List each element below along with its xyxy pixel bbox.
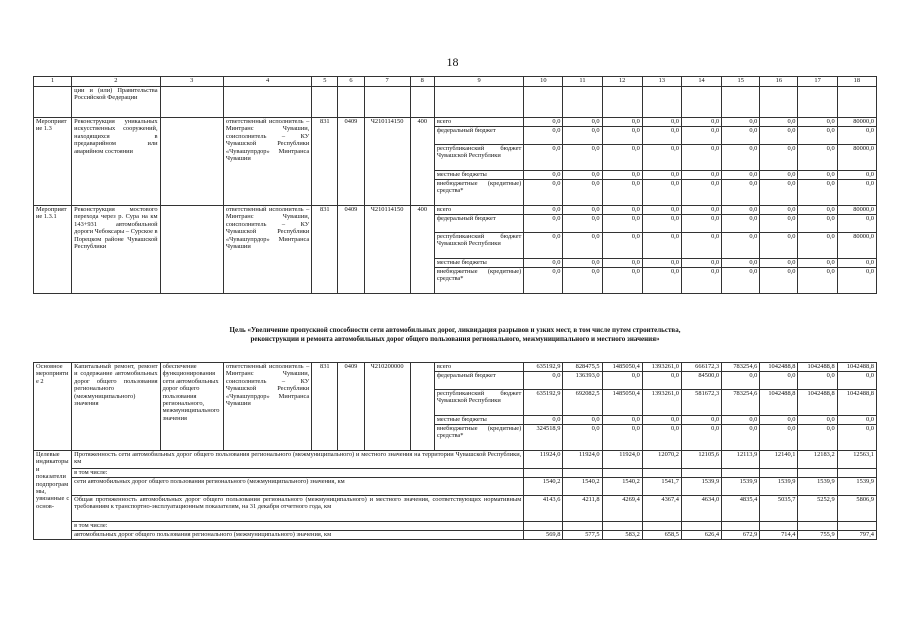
indicator-row [34,531,877,540]
amount-cell: 0,0 [798,425,837,451]
amount-cell: 324518,9 [524,425,563,451]
col-header: 1 [34,77,72,87]
amount-cell: 0,0 [722,233,760,259]
indicator-value: 658,5 [642,531,681,540]
amount-cell: 0,0 [642,180,681,206]
measure-1-3-1 [34,206,877,294]
col-header: 16 [760,77,798,87]
amount-cell: 0,0 [798,372,837,390]
amount-cell: 0,0 [760,233,798,259]
amount-cell: 0,0 [524,372,563,390]
indicator-value: 11924,0 [524,451,563,469]
funding-source: внебюджетные (кредитные) средства* [434,180,523,206]
amount-cell: 0,0 [563,233,602,259]
amount-cell: 0,0 [722,416,760,425]
indicator-value [798,469,837,478]
col-header: 18 [837,77,876,87]
page-number: 18 [446,55,459,69]
indicator-value: 4143,6 [524,496,563,522]
amount-cell: 0,0 [798,145,837,171]
amount-cell: 0,0 [642,233,681,259]
grbs-code: 831 [312,118,338,206]
indicator-value [798,522,837,531]
target-article-code: Ч210114150 [364,206,410,294]
indicator-value [760,522,798,531]
funding-source: местные бюджеты [434,416,523,425]
amount-cell: 0,0 [602,127,642,145]
amount-cell: 0,0 [642,127,681,145]
amount-cell: 0,0 [760,180,798,206]
amount-cell: 828475,5 [563,363,602,372]
amount-cell: 0,0 [602,145,642,171]
amount-cell: 635192,9 [524,363,563,372]
amount-cell: 0,0 [722,127,760,145]
amount-cell: 0,0 [642,416,681,425]
indicators [34,451,877,540]
amount-cell: 1485050,4 [602,390,642,416]
amount-cell: 0,0 [524,259,563,268]
amount-cell: 0,0 [602,372,642,390]
amount-cell: 0,0 [642,118,681,127]
amount-cell: 0,0 [602,206,642,215]
amount-cell: 0,0 [798,127,837,145]
responsible-executor: ответственный исполнитель – Минтранс Чувашии, соисполнитель – КУ Чувашской Республики «Чувашупрдор» Минтранса Чувашии [223,118,311,206]
amount-cell: 0,0 [524,127,563,145]
amount-cell: 0,0 [798,268,837,294]
indicator-value: 12105,6 [681,451,721,469]
indicator-value [524,469,563,478]
indicator-row [34,522,877,531]
amount-cell: 0,0 [798,180,837,206]
continuation-text: ции и (или) Правительства Российской Федерации [72,87,160,118]
amount-cell: 692082,5 [563,390,602,416]
amount-cell: 0,0 [722,268,760,294]
grbs-code: 831 [312,206,338,294]
funding-row [34,206,877,215]
col-header: 15 [722,77,760,87]
amount-cell: 0,0 [642,268,681,294]
indicator-name: в том числе: [72,522,524,531]
indicator-value: 11924,0 [602,451,642,469]
indicator-value: 672,9 [722,531,760,540]
col-header: 17 [798,77,837,87]
section-code: 0409 [338,206,364,294]
amount-cell: 0,0 [563,206,602,215]
target-article-code: Ч210114150 [364,118,410,206]
amount-cell: 0,0 [837,259,876,268]
col-header: 3 [160,77,223,87]
indicator-row [34,496,877,522]
indicator-value: 1539,9 [760,478,798,496]
amount-cell: 0,0 [837,416,876,425]
section-code: 0409 [338,363,364,451]
amount-cell: 0,0 [837,425,876,451]
indicator-value: 1539,9 [722,478,760,496]
indicator-name: автомобильных дорог общего пользования регионального (межмуниципального) значения, км [72,531,524,540]
amount-cell: 0,0 [681,145,721,171]
responsible-executor: ответственный исполнитель – Минтранс Чувашии, соисполнитель – КУ Чувашской Республики «Чувашупрдор» Минтранса Чувашии [223,363,311,451]
measure-description: Реконструкция уникальных искусственных сооружений, находящихся в предаварийном или аварийном состоянии [72,118,160,206]
indicator-name: в том числе: [72,469,524,478]
amount-cell: 0,0 [798,259,837,268]
funding-source: федеральный бюджет [434,215,523,233]
expense-type-code: 400 [410,206,434,294]
indicator-value: 797,4 [837,531,876,540]
amount-cell: 0,0 [563,215,602,233]
amount-cell: 0,0 [760,425,798,451]
col-header: 8 [410,77,434,87]
amount-cell: 0,0 [722,145,760,171]
indicator-value [642,469,681,478]
amount-cell: 783254,6 [722,390,760,416]
amount-cell: 0,0 [722,259,760,268]
indicator-value: 1539,9 [681,478,721,496]
indicator-value [837,469,876,478]
indicator-name: Общая протяженность автомобильных дорог общего пользования регионального (межмуниципального) и местного значения, соответствующих нормативным требованиям к транспортно-эксплуатационным показателям, на 31 декабря отчетного года, км [72,496,524,522]
indicator-value [642,522,681,531]
amount-cell: 0,0 [681,180,721,206]
col-header: 7 [364,77,410,87]
amount-cell: 0,0 [563,180,602,206]
amount-cell: 0,0 [602,268,642,294]
amount-cell: 0,0 [681,206,721,215]
amount-cell: 0,0 [722,425,760,451]
col-header: 10 [524,77,563,87]
amount-cell: 0,0 [642,171,681,180]
indicator-row [34,451,877,469]
indicator-value: 1540,2 [524,478,563,496]
amount-cell: 0,0 [760,171,798,180]
funding-source: республиканский бюджет Чувашской Республики [434,233,523,259]
amount-cell: 0,0 [837,268,876,294]
amount-cell: 0,0 [681,171,721,180]
responsible-executor: ответственный исполнитель – Минтранс Чувашии, соисполнитель – КУ Чувашской Республики «Чувашупрдор» Минтранса Чувашии [223,206,311,294]
amount-cell: 0,0 [563,171,602,180]
amount-cell: 80000,0 [837,233,876,259]
amount-cell: 1042488,8 [798,363,837,372]
indicator-value [760,469,798,478]
indicator-value [602,469,642,478]
amount-cell: 0,0 [681,425,721,451]
indicator-value: 12070,2 [642,451,681,469]
amount-cell: 0,0 [837,372,876,390]
amount-cell: 0,0 [642,145,681,171]
funding-table-top [33,76,877,294]
amount-cell: 0,0 [798,118,837,127]
amount-cell: 0,0 [524,215,563,233]
indicator-value: 11924,0 [563,451,602,469]
amount-cell: 0,0 [642,372,681,390]
amount-cell: 783254,6 [722,363,760,372]
funding-source: федеральный бюджет [434,372,523,390]
indicator-value: 1541,7 [642,478,681,496]
funding-source: всего [434,118,523,127]
col-header: 4 [223,77,311,87]
amount-cell: 0,0 [722,118,760,127]
amount-cell: 0,0 [760,127,798,145]
amount-cell: 1393261,0 [642,363,681,372]
amount-cell: 0,0 [760,145,798,171]
amount-cell: 666172,3 [681,363,721,372]
funding-row [34,363,877,372]
indicator-value: 5806,9 [837,496,876,522]
amount-cell: 0,0 [798,215,837,233]
amount-cell: 0,0 [642,259,681,268]
main-event-2 [34,363,877,451]
amount-cell: 0,0 [722,372,760,390]
amount-cell: 0,0 [602,118,642,127]
amount-cell: 0,0 [760,372,798,390]
amount-cell: 0,0 [760,268,798,294]
funding-source: всего [434,206,523,215]
amount-cell: 84500,0 [681,372,721,390]
funding-source: республиканский бюджет Чувашской Республики [434,390,523,416]
measure-name: Основное мероприятие 2 [34,363,72,451]
amount-cell: 0,0 [722,215,760,233]
indicator-value: 1540,2 [602,478,642,496]
goal-line-2: реконструкции и ремонта автомобильных дорог общего пользования регионального, межмуниципального и местного значения» [250,335,660,343]
indicator-value: 583,2 [602,531,642,540]
funding-source: местные бюджеты [434,171,523,180]
col-header: 11 [563,77,602,87]
amount-cell: 0,0 [563,416,602,425]
indicator-value [524,522,563,531]
indicator-value [563,469,602,478]
goal-heading [33,326,877,344]
amount-cell: 0,0 [681,416,721,425]
amount-cell: 0,0 [524,145,563,171]
amount-cell: 0,0 [681,118,721,127]
indicator-value: 12183,2 [798,451,837,469]
amount-cell: 0,0 [837,127,876,145]
target-article-code: Ч210200000 [364,363,410,451]
indicator-value [837,522,876,531]
indicator-value: 1539,9 [837,478,876,496]
indicators-heading: Целевые индикаторы и показатели подпрограммы, увязанные с основ- [34,451,72,540]
amount-cell: 0,0 [524,206,563,215]
indicator-value: 4634,0 [681,496,721,522]
indicator-value: 569,8 [524,531,563,540]
amount-cell: 0,0 [524,180,563,206]
funding-source: федеральный бюджет [434,127,523,145]
indicator-value: 1539,9 [798,478,837,496]
col-header: 13 [642,77,681,87]
amount-cell: 0,0 [524,268,563,294]
indicator-value: 4367,4 [642,496,681,522]
amount-cell: 0,0 [722,180,760,206]
measure-description: Капитальный ремонт, ремонт и содержание автомобильных дорог общего пользования регионального (межмуниципального) значения [72,363,160,451]
indicator-value: 12563,1 [837,451,876,469]
amount-cell: 0,0 [681,268,721,294]
amount-cell: 0,0 [681,127,721,145]
indicator-value: 5252,9 [798,496,837,522]
amount-cell: 0,0 [642,425,681,451]
amount-cell: 0,0 [798,233,837,259]
amount-cell: 1485050,4 [602,363,642,372]
amount-cell: 80000,0 [837,118,876,127]
col-header: 5 [312,77,338,87]
amount-cell: 0,0 [837,171,876,180]
amount-cell: 0,0 [524,416,563,425]
col-header: 14 [681,77,721,87]
indicator-value: 12140,1 [760,451,798,469]
col-header: 9 [434,77,523,87]
amount-cell: 1393261,0 [642,390,681,416]
amount-cell: 0,0 [798,206,837,215]
amount-cell: 1042488,8 [760,363,798,372]
header-row [34,77,877,87]
amount-cell: 0,0 [602,180,642,206]
indicator-name: Протяженность сети автомобильных дорог общего пользования регионального (межмуниципального) и местного значения на территории Чувашской Республики, км [72,451,524,469]
indicator-name: сети автомобильных дорог общего пользования регионального (межмуниципального) значения, км [72,478,524,496]
amount-cell: 0,0 [760,215,798,233]
indicator-value: 12113,9 [722,451,760,469]
indicator-value [681,522,721,531]
amount-cell: 0,0 [563,425,602,451]
section-code: 0409 [338,118,364,206]
amount-cell: 0,0 [563,118,602,127]
indicator-value: 577,5 [563,531,602,540]
amount-cell: 0,0 [681,233,721,259]
measure-name: Мероприятие 1.3 [34,118,72,206]
indicator-row [34,469,877,478]
funding-source: республиканский бюджет Чувашской Республики [434,145,523,171]
col-header: 6 [338,77,364,87]
continuation-row [34,87,877,118]
amount-cell: 0,0 [563,127,602,145]
indicator-value: 4835,4 [722,496,760,522]
expense-type-code: 400 [410,118,434,206]
amount-cell: 0,0 [760,416,798,425]
indicator-value [722,522,760,531]
amount-cell: 136393,0 [563,372,602,390]
amount-cell: 581672,3 [681,390,721,416]
amount-cell: 0,0 [798,416,837,425]
amount-cell: 0,0 [602,259,642,268]
amount-cell: 0,0 [642,206,681,215]
amount-cell: 1042488,8 [760,390,798,416]
amount-cell: 1042488,8 [798,390,837,416]
measure-name: Мероприятие 1.3.1 [34,206,72,294]
amount-cell: 0,0 [681,259,721,268]
measure-goal: обеспечение функционирования сети автомобильных дорог общего пользования регионального, межмуниципального значения [160,363,223,451]
indicator-value: 714,4 [760,531,798,540]
amount-cell: 0,0 [524,118,563,127]
amount-cell: 0,0 [837,215,876,233]
amount-cell: 0,0 [602,425,642,451]
funding-source: всего [434,363,523,372]
amount-cell: 0,0 [760,118,798,127]
amount-cell: 0,0 [524,171,563,180]
funding-source: внебюджетные (кредитные) средства* [434,268,523,294]
indicator-row [34,478,877,496]
amount-cell: 635192,9 [524,390,563,416]
amount-cell: 80000,0 [837,206,876,215]
amount-cell: 0,0 [563,259,602,268]
amount-cell: 1042488,8 [837,363,876,372]
amount-cell: 0,0 [722,206,760,215]
funding-source: местные бюджеты [434,259,523,268]
amount-cell: 0,0 [602,416,642,425]
amount-cell: 0,0 [798,171,837,180]
measure-description: Реконструкция мостового перехода через р. Сура на км 143+931 автомобильной дороги Чебоксары – Сурское в Порецком районе Чувашской Республики [72,206,160,294]
funding-source: внебюджетные (кредитные) средства* [434,425,523,451]
amount-cell: 0,0 [602,233,642,259]
amount-cell: 0,0 [563,145,602,171]
measure-goal [160,206,223,294]
indicator-value: 4211,8 [563,496,602,522]
measure-1-3 [34,118,877,206]
amount-cell: 0,0 [642,215,681,233]
amount-cell: 0,0 [760,206,798,215]
amount-cell: 0,0 [722,171,760,180]
grbs-code: 831 [312,363,338,451]
indicator-value: 626,4 [681,531,721,540]
amount-cell: 0,0 [837,180,876,206]
amount-cell: 0,0 [602,171,642,180]
amount-cell: 0,0 [524,233,563,259]
amount-cell: 0,0 [760,259,798,268]
goal-line-1: Цель «Увеличение пропускной способности сети автомобильных дорог, ликвидация разрывов и узких мест, в том числе путем строительства, [229,326,681,334]
measure-goal [160,118,223,206]
col-header: 2 [72,77,160,87]
indicator-value [563,522,602,531]
indicator-value [602,522,642,531]
amount-cell: 0,0 [602,215,642,233]
indicator-value: 4269,4 [602,496,642,522]
amount-cell: 0,0 [681,215,721,233]
indicator-value [681,469,721,478]
indicator-value: 1540,2 [563,478,602,496]
col-header: 12 [602,77,642,87]
amount-cell: 1042488,8 [837,390,876,416]
expense-type-code [410,363,434,451]
indicator-value: 5035,7 [760,496,798,522]
indicator-value [722,469,760,478]
amount-cell: 80000,0 [837,145,876,171]
amount-cell: 0,0 [563,268,602,294]
indicator-value: 755,9 [798,531,837,540]
funding-row [34,118,877,127]
funding-table-bottom [33,362,877,540]
